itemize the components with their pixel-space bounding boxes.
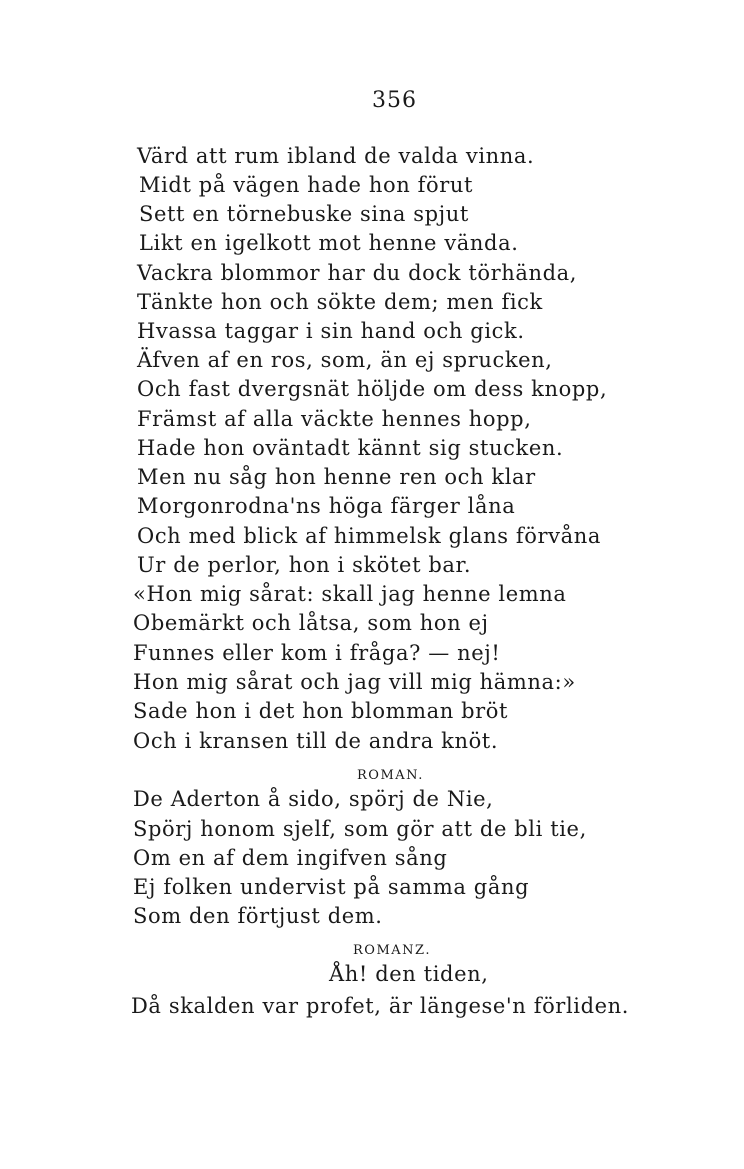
verse-line: Då skalden var profet, är längese'n förliden. bbox=[131, 994, 630, 1018]
verse-line: Sett en törnebuske sina spjut bbox=[139, 202, 469, 226]
verse-line: Ur de perlor, hon i skötet bar. bbox=[137, 553, 472, 577]
verse-line: Ej folken undervist på samma gång bbox=[133, 875, 530, 899]
verse-line: De Aderton å sido, spörj de Nie, bbox=[133, 787, 494, 811]
verse-line: Främst af alla väckte hennes hopp, bbox=[137, 407, 532, 431]
verse-line: Likt en igelkott mot henne vända. bbox=[139, 231, 519, 255]
verse-line: Vackra blommor har du dock törhända, bbox=[137, 261, 578, 285]
verse-line: Obemärkt och låtsa, som hon ej bbox=[133, 611, 489, 635]
speaker-heading: ROMAN. bbox=[357, 768, 424, 783]
verse-line: Spörj honom sjelf, som gör att de bli tie, bbox=[133, 817, 587, 841]
verse-line: Hade hon oväntadt kännt sig stucken. bbox=[137, 436, 564, 460]
verse-line: Funnes eller kom i fråga? — nej! bbox=[133, 641, 501, 665]
verse-line: Morgonrodna'ns höga färger låna bbox=[137, 494, 516, 518]
page-number: 356 bbox=[372, 88, 417, 113]
verse-line: Och fast dvergsnät höljde om dess knopp, bbox=[137, 377, 608, 401]
verse-line: Midt på vägen hade hon förut bbox=[139, 173, 474, 197]
verse-line: Och med blick af himmelsk glans förvåna bbox=[137, 524, 601, 548]
verse-line: «Hon mig sårat: skall jag henne lemna bbox=[133, 582, 567, 606]
verse-line: Åh! den tiden, bbox=[329, 962, 489, 986]
verse-line: Och i kransen till de andra knöt. bbox=[133, 729, 499, 753]
verse-line: Hon mig sårat och jag vill mig hämna:» bbox=[133, 670, 576, 694]
verse-line: Sade hon i det hon blomman bröt bbox=[133, 699, 509, 723]
verse-line: Men nu såg hon henne ren och klar bbox=[137, 465, 536, 489]
verse-line: Värd att rum ibland de valda vinna. bbox=[137, 144, 535, 168]
verse-line: Som den förtjust dem. bbox=[133, 904, 383, 928]
verse-line: Tänkte hon och sökte dem; men fick bbox=[137, 290, 543, 314]
verse-line: Äfven af en ros, som, än ej sprucken, bbox=[137, 348, 553, 372]
verse-line: Om en af dem ingifven sång bbox=[133, 846, 448, 870]
verse-line: Hvassa taggar i sin hand och gick. bbox=[137, 319, 525, 343]
speaker-heading: ROMANZ. bbox=[353, 943, 431, 958]
